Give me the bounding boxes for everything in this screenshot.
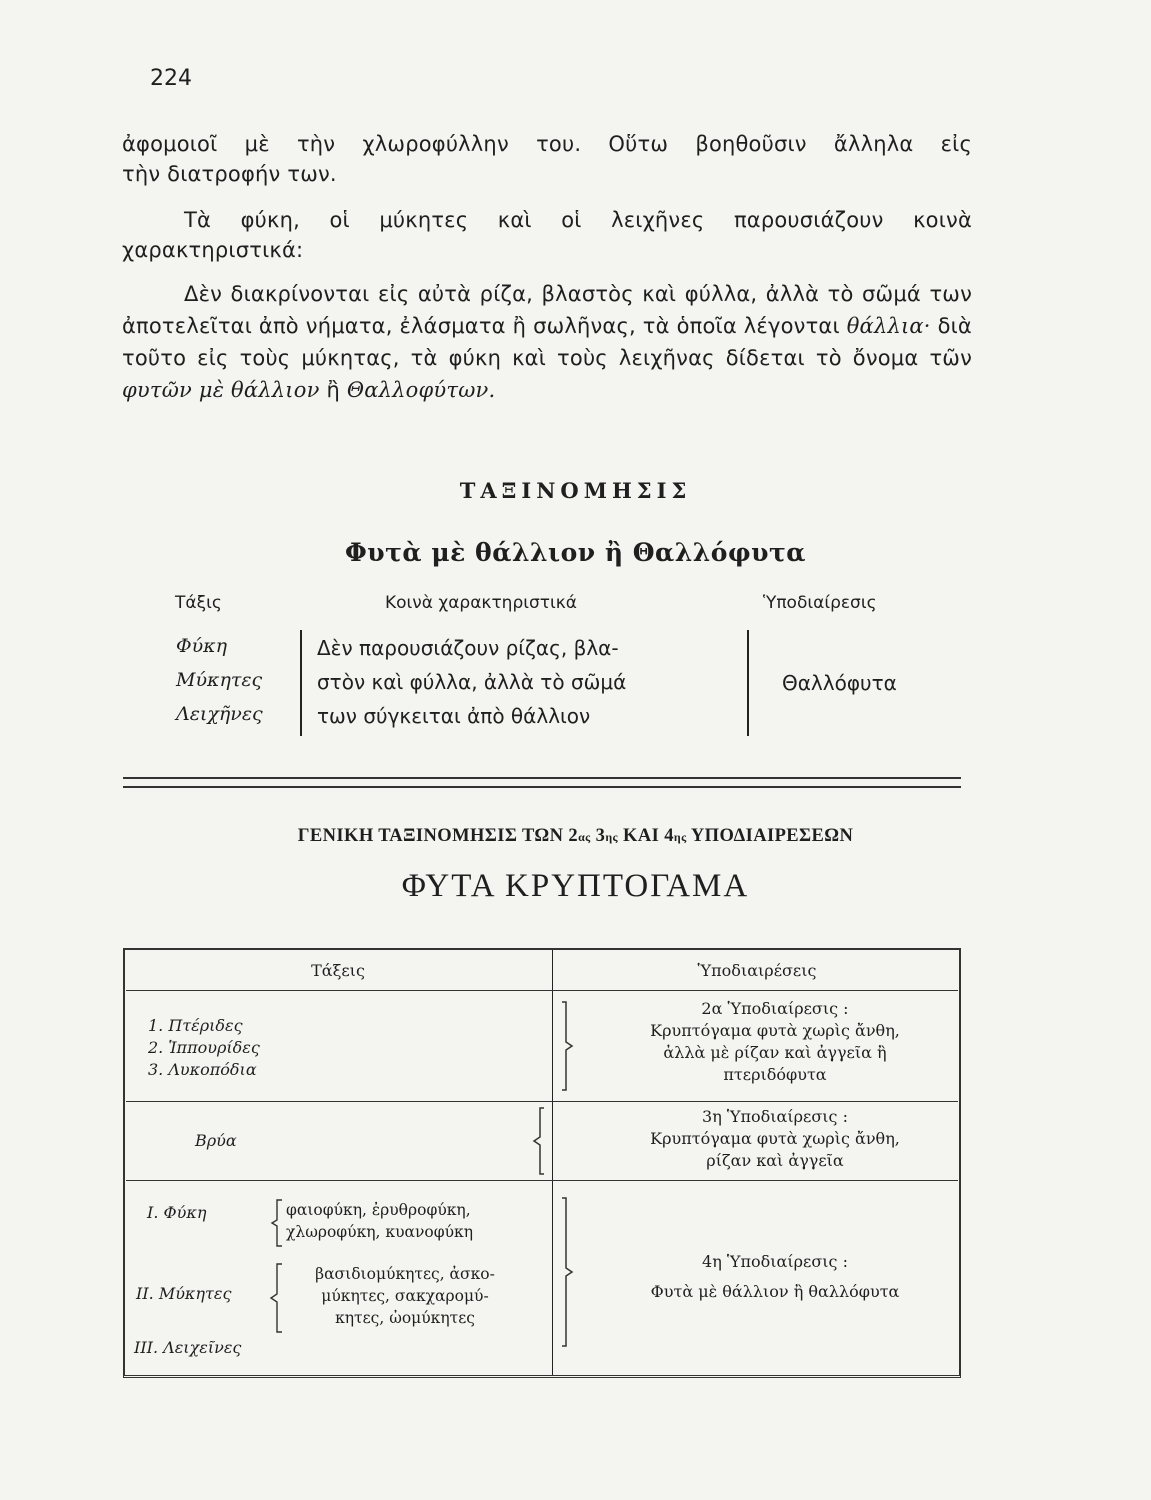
row2-sub-line-2: ρίζαν καὶ ἀγγεῖα: [706, 1151, 844, 1170]
row2-item-vrya: Βρύα: [195, 1131, 237, 1150]
row3-item-leicheines: ΙΙΙ. Λειχεῖνες: [134, 1338, 242, 1357]
row3-mykites-detail-1: βασιδιομύκητες, ἀσκο-: [315, 1265, 495, 1283]
common-characteristics: [317, 631, 626, 733]
row1-brace-icon: [556, 1000, 576, 1092]
col-header-taxeis: Τάξεις: [311, 961, 365, 980]
row3-sub-line: Φυτὰ μὲ θάλλιον ἢ θαλλόφυτα: [650, 1282, 900, 1301]
table1-divider-right: [747, 630, 749, 736]
col-header-ypodiaireseis: Ὑποδιαιρέσεις: [697, 961, 817, 980]
gen-title-sup-3: ης: [673, 830, 687, 844]
paragraph-3-part-2: διὰ τοῦτο εἰς τοὺς μύκητας, τὰ φύκη καὶ τοὺς λειχῆνας δίδεται τὸ ὄνομα τῶν: [122, 314, 972, 370]
common-line-3: των σύγκειται ἀπὸ θάλλιον: [317, 704, 591, 728]
paragraph-1-line-2: τὴν διατροφήν των.: [122, 162, 337, 186]
gen-title-sup-2: ης: [605, 830, 619, 844]
cryptogams-title: ΦΥΤΑ ΚΡΥΠΤΟΓΑΜΑ: [401, 868, 750, 904]
row3-mykites-detail-2: μύκητες, σακχαρομύ-: [321, 1287, 489, 1305]
row3-fyki-detail-2: χλωροφύκη, κυανοφύκη: [286, 1223, 473, 1241]
col-header-subdivision: Ὑποδιαίρεσις: [763, 593, 877, 613]
term-thallia: θάλλια·: [846, 314, 931, 338]
subdivision-value: Θαλλόφυτα: [782, 671, 897, 695]
row1-item-ippourides: 2. Ἱππουρίδες: [148, 1038, 260, 1057]
row2-brace-icon: [530, 1106, 550, 1176]
row1-items: [148, 1015, 260, 1081]
gen-title-part-4: ΥΠΟΔΙΑΙΡΕΣΕΩΝ: [686, 826, 854, 846]
paragraph-2-text: Τὰ φύκη, οἱ μύκητες καὶ οἱ λειχῆνες παρουσιάζουν κοινὰ χαρακτηριστικά:: [122, 208, 972, 262]
table2-row1-rule: [126, 1101, 958, 1102]
page-number: 224: [150, 66, 192, 91]
row2-sub-line-1: Κρυπτόγαμα φυτὰ χωρὶς ἄνθη,: [650, 1129, 900, 1148]
table1-divider-left: [300, 630, 302, 736]
common-line-2: στὸν καὶ φύλλα, ἀλλὰ τὸ σῶμά: [317, 670, 627, 694]
gen-title-sup-1: ας: [578, 830, 591, 844]
paragraph-3-text: [122, 278, 972, 406]
row3-mykites-brace-icon: [268, 1262, 286, 1334]
paragraph-3-part-1: Δὲν διακρίνονται εἰς αὐτὰ ρίζα, βλαστὸς καὶ φύλλα, ἀλλὰ τὸ σῶμά των ἀποτελεῖται ἀπὸ νήματα, ἐλάσματα ἢ σωλῆνας, τὰ ὁποῖα λέγονται: [122, 282, 972, 338]
class-mykites: Μύκητες: [176, 669, 263, 691]
row1-sub-line-3: πτεριδόφυτα: [723, 1065, 827, 1084]
common-line-1: Δὲν παρουσιάζουν ρίζας, βλα-: [317, 636, 619, 660]
taxinomisis-heading: ΤΑΞΙΝΟΜΗΣΙΣ: [459, 478, 692, 503]
separator-top: [123, 777, 961, 779]
row2-subdivision: [590, 1106, 960, 1172]
thallofyta-heading: Φυτὰ μὲ θάλλιον ἢ Θαλλόφυτα: [344, 538, 807, 567]
separator-bottom: [123, 786, 961, 788]
row1-subdivision: [590, 998, 960, 1086]
class-fyki: Φύκη: [176, 635, 227, 657]
row1-sub-line-1: Κρυπτόγαμα φυτὰ χωρὶς ἄνθη,: [650, 1021, 900, 1040]
row3-item-mykites: ΙΙ. Μύκητες: [136, 1284, 232, 1303]
row3-brace-icon: [556, 1196, 576, 1348]
classes-list: [176, 629, 263, 731]
gen-title-part-2: 3: [590, 826, 606, 846]
class-leichines: Λειχῆνες: [176, 703, 263, 725]
row1-sub-line-2: ἀλλὰ μὲ ρίζαν καὶ ἀγγεῖα ἢ: [663, 1043, 887, 1062]
col-header-taxis: Τάξις: [175, 593, 222, 613]
row3-mykites-detail-3: κητες, ὠομύκητες: [335, 1309, 475, 1327]
row2-sub-title: 3η Ὑποδιαίρεσις :: [702, 1107, 848, 1126]
row3-fyki-detail-1: φαιοφύκη, ἐρυθροφύκη,: [286, 1201, 471, 1219]
table2-row2-rule: [126, 1180, 958, 1181]
paragraph-1-line-1: ἀφομοιοῖ μὲ τὴν χλωροφύλλην του. Οὕτω βοηθοῦσιν ἄλληλα εἰς: [122, 132, 972, 156]
paragraph-3-eta: ἢ: [326, 378, 340, 402]
table2-header-rule: [126, 990, 958, 991]
term-fyton-thallion: φυτῶν μὲ θάλλιον: [122, 378, 320, 402]
row3-subdivision: [590, 1251, 960, 1303]
row1-sub-title: 2α Ὑποδιαίρεσις :: [701, 999, 849, 1018]
row1-item-pterides: 1. Πτέριδες: [148, 1016, 243, 1035]
row3-item-fyki: Ι. Φύκη: [147, 1203, 207, 1222]
gen-title-part-3: ΚΑΙ 4: [618, 826, 674, 846]
row3-fyki-brace-icon: [268, 1198, 286, 1248]
row3-sub-title: 4η Ὑποδιαίρεσις :: [702, 1252, 848, 1271]
term-thallofyton: Θαλλοφύτων.: [346, 378, 496, 402]
row3-fyki-detail: [286, 1199, 473, 1243]
paragraph-1: [122, 129, 972, 189]
row3-mykites-detail: [290, 1263, 520, 1329]
paragraph-3: [122, 278, 972, 406]
paragraph-2: [122, 205, 972, 265]
gen-title-part-1: ΓΕΝΙΚΗ ΤΑΞΙΝΟΜΗΣΙΣ ΤΩΝ 2: [297, 826, 579, 846]
general-classification-title: [0, 826, 1151, 847]
col-header-common: Κοινὰ χαρακτηριστικά: [385, 593, 577, 613]
table2-vertical-divider: [552, 950, 553, 1375]
row1-item-lykopodia: 3. Λυκοπόδια: [148, 1060, 257, 1079]
